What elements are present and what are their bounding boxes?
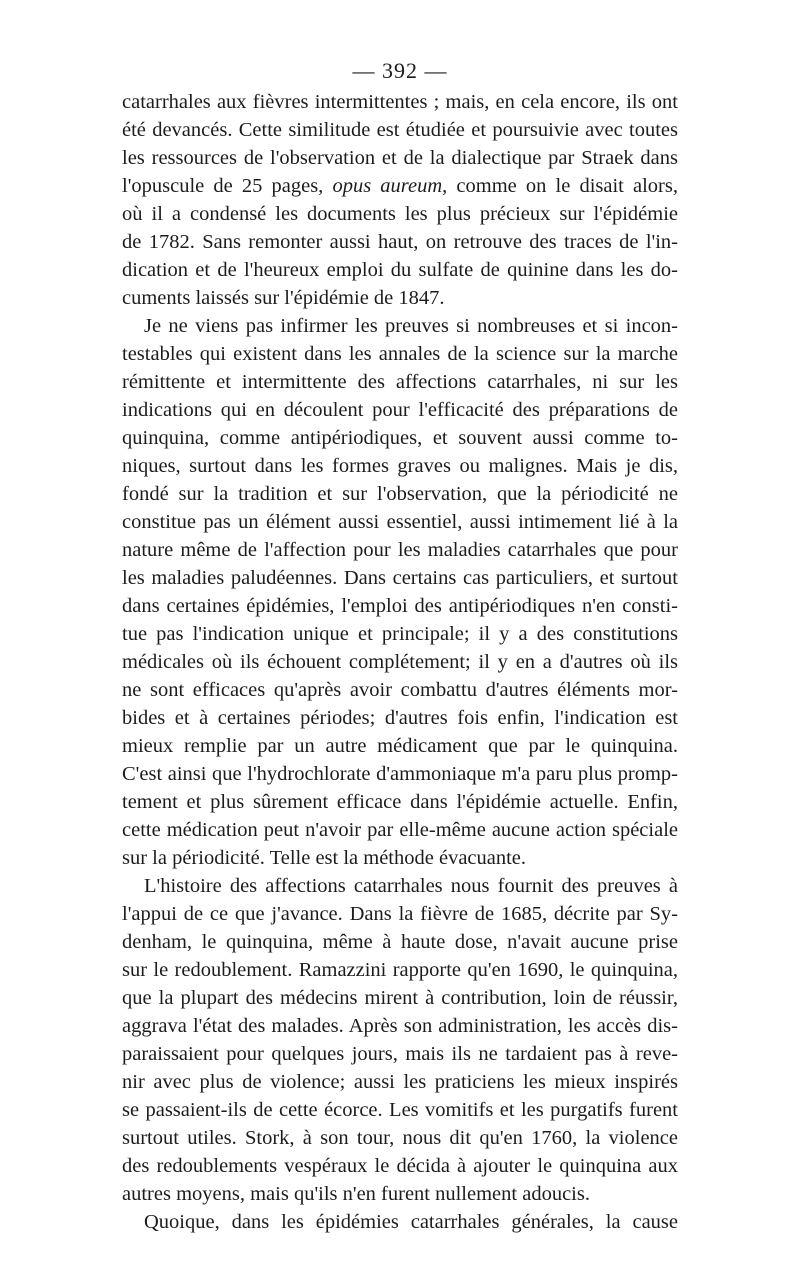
text-line: dans certaines épidémies, l'emploi des antipériodiques n'en consti- — [122, 595, 678, 617]
text-line: les ressources de l'observation et de la dialectique par Straek dans — [122, 147, 678, 169]
text-line: les maladies paludéennes. Dans certains cas particuliers, et surtout — [122, 567, 678, 589]
text-line: rémittente et intermittente des affections catarrhales, ni sur les — [122, 371, 678, 393]
text-line: l'appui de ce que j'avance. Dans la fièvre de 1685, décrite par Sy- — [122, 903, 678, 925]
paragraph — [122, 1208, 678, 1236]
text-line: que la plupart des médecins mirent à contribution, loin de réussir, — [122, 987, 678, 1009]
text-line: nature même de l'affection pour les maladies catarrhales que pour — [122, 539, 678, 561]
text-line: été devancés. Cette similitude est étudiée et poursuivie avec toutes — [122, 119, 678, 141]
text-line: nir avec plus de violence; aussi les praticiens les mieux inspirés — [122, 1071, 678, 1093]
paragraph — [122, 312, 678, 872]
text-line: se passaient-ils de cette écorce. Les vomitifs et les purgatifs furent — [122, 1099, 678, 1121]
text-line: denham, le quinquina, même à haute dose, n'avait aucune prise — [122, 931, 678, 953]
text-line: testables qui existent dans les annales de la science sur la marche — [122, 343, 678, 365]
text-line: ne sont efficaces qu'après avoir combattu d'autres éléments mor- — [122, 679, 678, 701]
text-line: Je ne viens pas infirmer les preuves si nombreuses et si incon- — [144, 315, 678, 337]
text-line: cette médication peut n'avoir par elle-même aucune action spéciale — [122, 819, 678, 841]
text-line: L'histoire des affections catarrhales nous fournit des preuves à — [144, 875, 678, 897]
text-line: sur le redoublement. Ramazzini rapporte qu'en 1690, le quinquina, — [122, 959, 678, 981]
text-line: tement et plus sûrement efficace dans l'épidémie actuelle. Enfin, — [122, 791, 678, 813]
text-line: tue pas l'indication unique et principale; il y a des constitutions — [122, 623, 678, 645]
text-line: aggrava l'état des malades. Après son administration, les accès dis- — [122, 1015, 678, 1037]
text-line: paraissaient pour quelques jours, mais ils ne tardaient pas à reve- — [122, 1043, 678, 1065]
text-line: bides et à certaines périodes; d'autres fois enfin, l'indication est — [122, 707, 678, 729]
text-line: niques, surtout dans les formes graves ou malignes. Mais je dis, — [122, 455, 678, 477]
text-line: autres moyens, mais qu'ils n'en furent nullement adoucis. — [122, 1183, 590, 1205]
italic-phrase: opus aureum — [332, 175, 443, 197]
text-line: où il a condensé les documents les plus précieux sur l'épidémie — [122, 203, 678, 225]
text-line: sur la périodicité. Telle est la méthode évacuante. — [122, 847, 527, 869]
text-line: cuments laissés sur l'épidémie de 1847. — [122, 287, 445, 309]
text-line: fondé sur la tradition et sur l'observation, que la périodicité ne — [122, 483, 678, 505]
text-line: constitue pas un élément aussi essentiel, aussi intimement lié à la — [122, 511, 678, 533]
text-run: l'opuscule de 25 pages, — [122, 175, 333, 197]
text-line: catarrhales aux fièvres intermittentes ; mais, en cela encore, ils ont — [122, 91, 678, 113]
text-line: surtout utiles. Stork, à son tour, nous dit qu'en 1760, la violence — [122, 1127, 678, 1149]
text-line: mieux remplie par un autre médicament que par le quinquina. — [122, 735, 678, 757]
text-line: de 1782. Sans remonter aussi haut, on retrouve des traces de l'in- — [122, 231, 678, 253]
text-line: médicales où ils échouent complétement; il y en a d'autres où ils — [122, 651, 678, 673]
text-line: quinquina, comme antipériodiques, et souvent aussi comme to- — [122, 427, 678, 449]
text-run: , comme on le disait alors, — [442, 175, 678, 197]
text-line: indications qui en découlent pour l'efficacité des préparations de — [122, 399, 678, 421]
text-line: Quoique, dans les épidémies catarrhales générales, la cause — [144, 1211, 678, 1233]
text-line: C'est ainsi que l'hydrochlorate d'ammoniaque m'a paru plus promp- — [122, 763, 678, 785]
body-text — [122, 88, 678, 1236]
page-number: — 392 — — [352, 58, 448, 83]
paragraph — [122, 872, 678, 1208]
text-line: dication et de l'heureux emploi du sulfate de quinine dans les do- — [122, 259, 678, 281]
text-line: des redoublements vespéraux le décida à ajouter le quinquina aux — [122, 1155, 678, 1177]
paragraph — [122, 88, 678, 312]
text-line — [122, 172, 678, 200]
